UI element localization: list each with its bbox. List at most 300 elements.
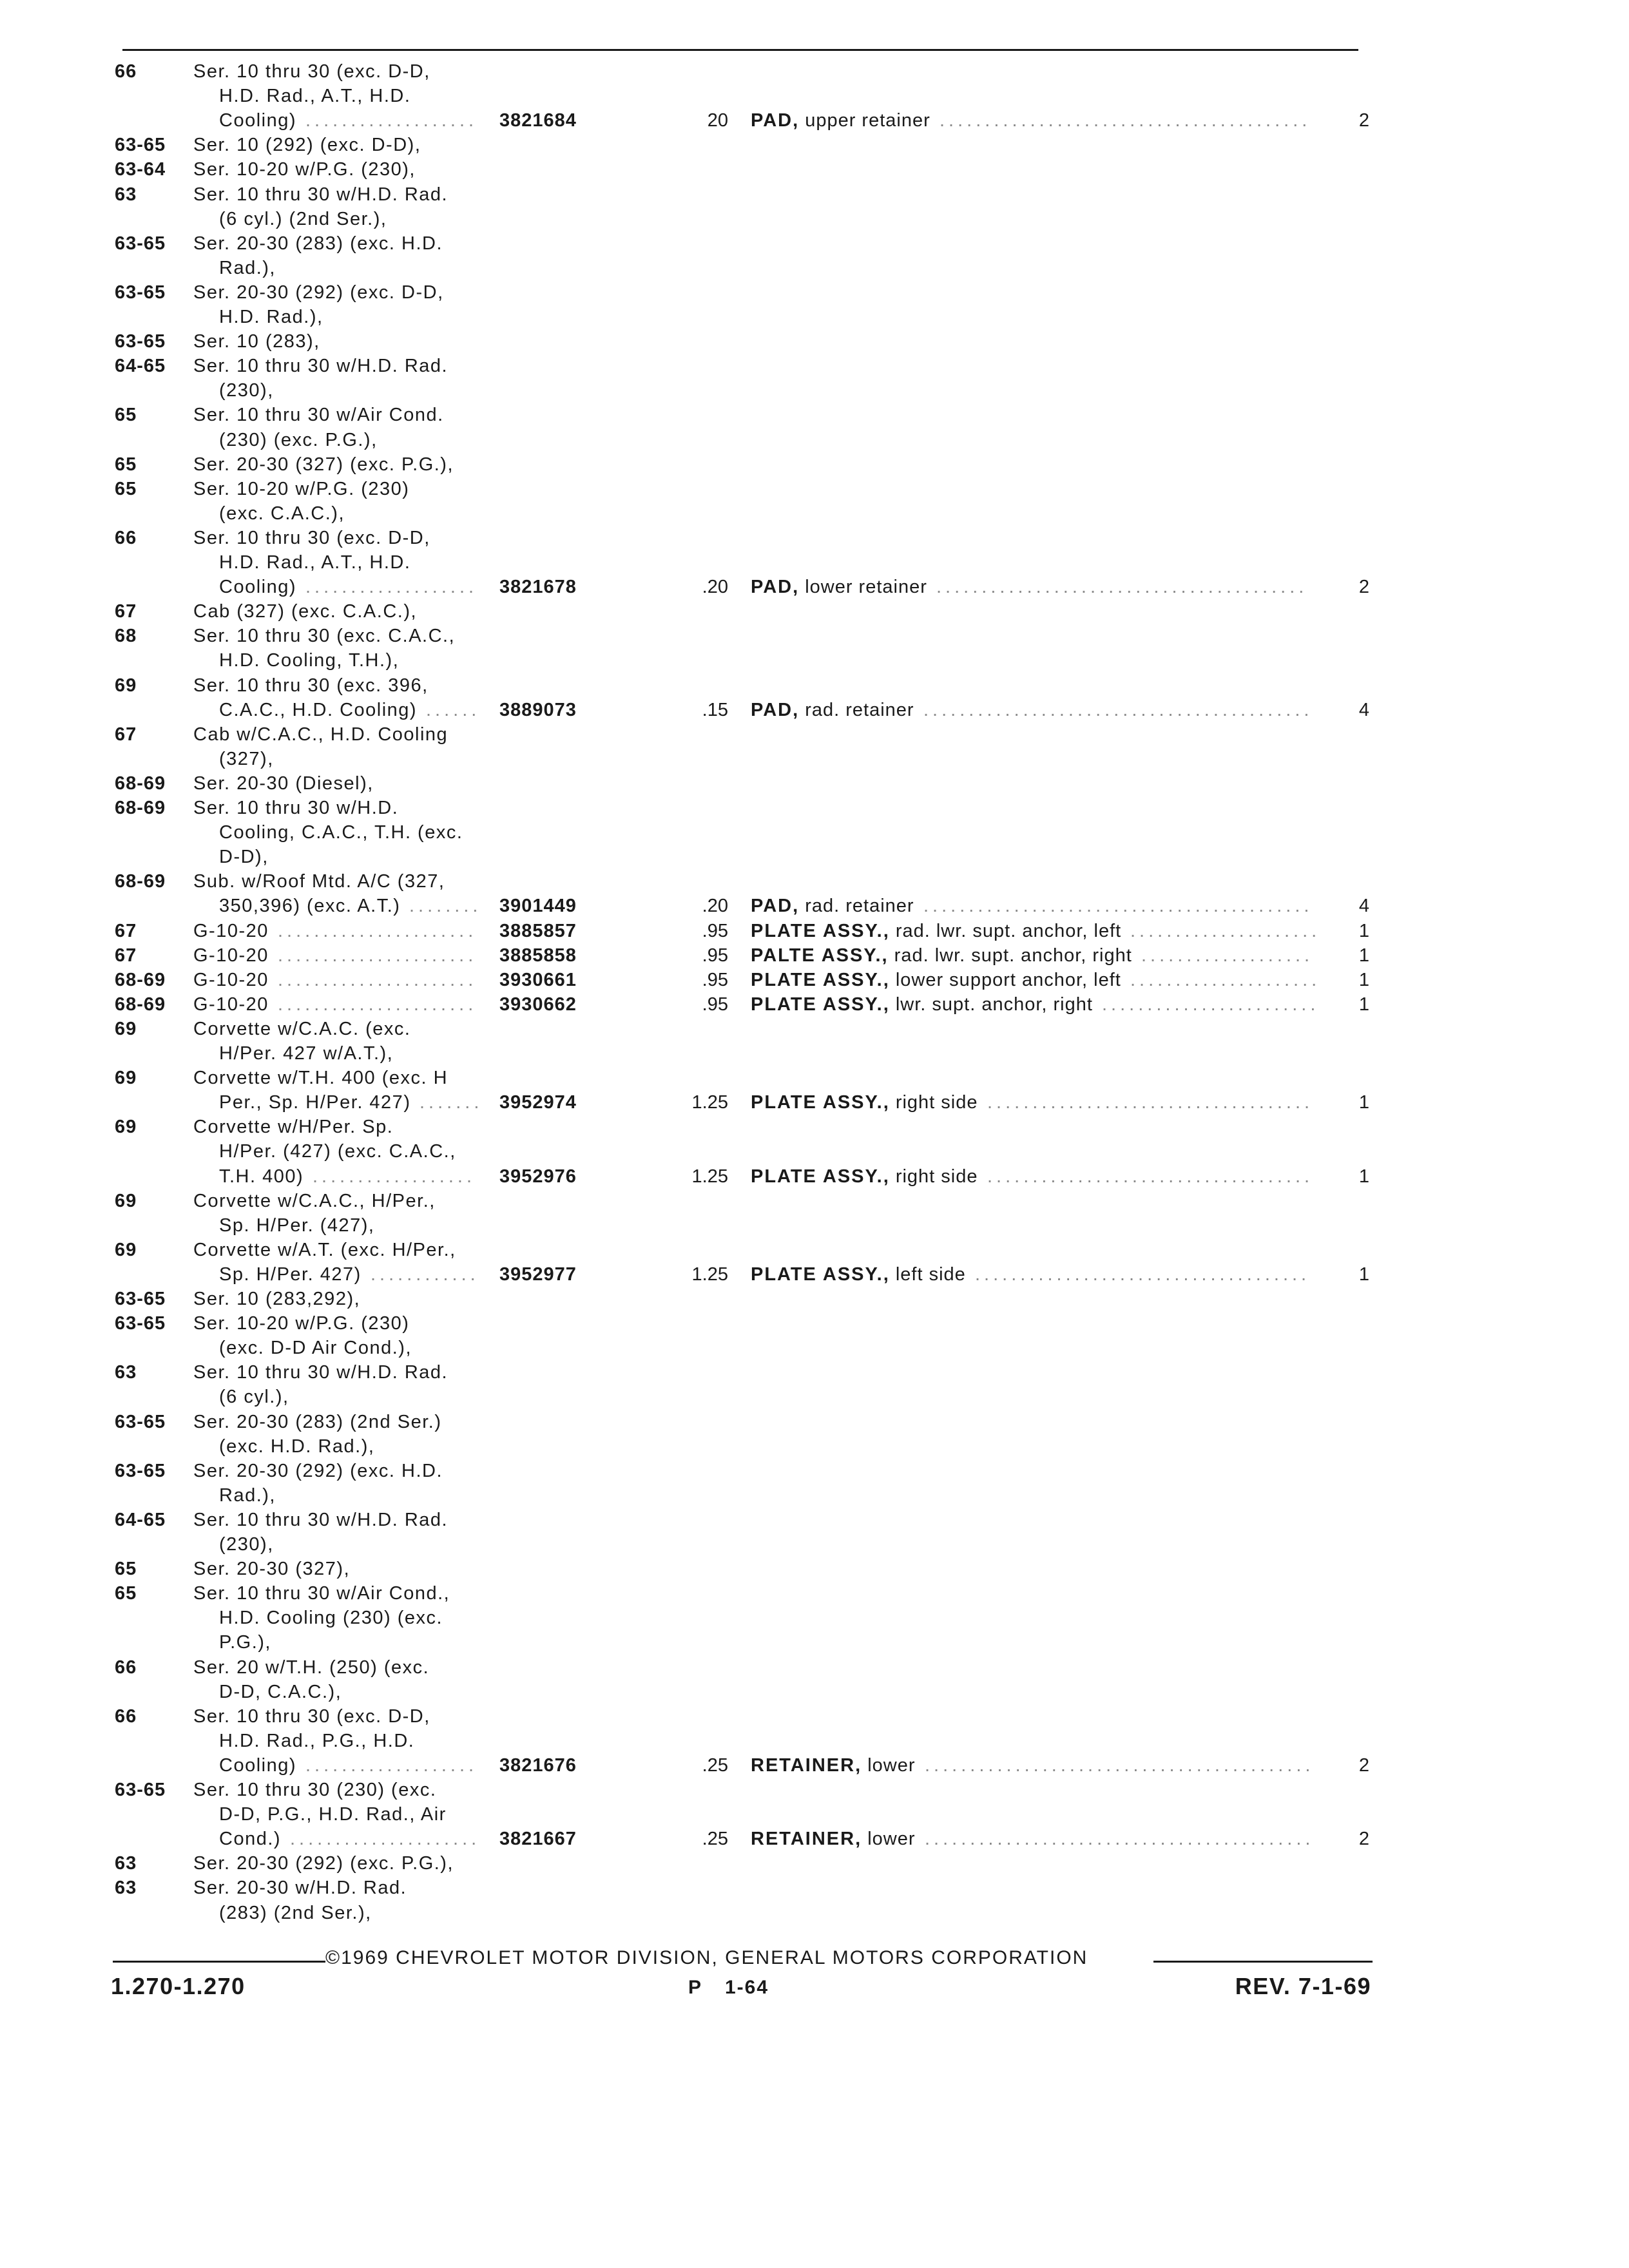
price: .95: [702, 994, 728, 1015]
catalog-line: [0, 722, 1629, 747]
model-year: 63-65: [115, 1460, 166, 1481]
catalog-line: [0, 1090, 1629, 1115]
model-year: 64-65: [115, 1509, 166, 1530]
footer-rule-right: [1153, 1961, 1373, 1963]
part-detail: lower: [867, 1829, 916, 1850]
application: Ser. 10 (292) (exc. D-D),: [193, 135, 421, 156]
dot-leader: ...................: [305, 1754, 478, 1776]
part-number: 3930662: [499, 994, 577, 1015]
application: (327),: [219, 748, 274, 769]
part-name: PAD,: [751, 110, 800, 131]
application: Ser. 10 thru 30 (230) (exc.: [193, 1780, 437, 1800]
application: Ser. 10 thru 30 w/Air Cond.,: [193, 1583, 450, 1604]
model-year: 63: [115, 1362, 137, 1383]
application: Ser. 20-30 (292) (exc. D-D,: [193, 282, 444, 303]
dot-leader: ....................................: [987, 1092, 1314, 1113]
model-year: 64-65: [115, 356, 166, 377]
quantity: 1: [1358, 920, 1369, 941]
catalog-line: [0, 1483, 1629, 1508]
catalog-line: [0, 1827, 1629, 1851]
model-year: 68-69: [115, 994, 166, 1015]
model-year: 68-69: [115, 798, 166, 818]
application: Ser. 20-30 (327),: [193, 1559, 351, 1580]
quantity: 2: [1358, 110, 1369, 131]
dot-leader: ...........................................: [925, 1754, 1315, 1776]
dot-leader: ......................: [278, 994, 477, 1015]
revision-date: REV. 7-1-69: [1235, 1973, 1371, 1999]
catalog-line: [0, 1508, 1629, 1532]
application: (230) (exc. P.G.),: [219, 429, 378, 450]
model-year: 68-69: [115, 871, 166, 892]
dot-leader: ......................: [278, 969, 477, 990]
application: Corvette w/T.H. 400 (exc. H: [193, 1068, 448, 1089]
model-year: 65: [115, 454, 137, 475]
quantity: 1: [1358, 994, 1369, 1015]
part-name: PAD,: [751, 699, 800, 720]
catalog-line: [0, 845, 1629, 869]
dot-leader: .....................: [290, 1829, 481, 1850]
part-detail: right side: [895, 1166, 978, 1187]
part-description: [751, 1262, 966, 1287]
catalog-line: [0, 943, 1629, 968]
part-name: PAD,: [751, 577, 800, 598]
part-detail: lower retainer: [805, 577, 927, 598]
application: Ser. 20-30 (283) (2nd Ser.): [193, 1411, 442, 1432]
model-year: 66: [115, 61, 137, 82]
application: Cooling): [219, 577, 296, 598]
model-year: 68-69: [115, 773, 166, 794]
application: Ser. 10 thru 30 w/H.D. Rad.: [193, 1362, 448, 1383]
catalog-line: [0, 1876, 1629, 1900]
application: Ser. 20-30 (Diesel),: [193, 773, 374, 794]
catalog-line: [0, 1238, 1629, 1262]
catalog-line: [0, 526, 1629, 550]
part-name: PLATE ASSY.,: [751, 969, 890, 990]
application: Ser. 10-20 w/P.G. (230),: [193, 159, 416, 180]
dot-leader: ......: [426, 699, 481, 720]
application: C.A.C., H.D. Cooling): [219, 699, 418, 720]
application: Ser. 20-30 (327) (exc. P.G.),: [193, 454, 454, 475]
part-number: 3821678: [499, 577, 577, 598]
catalog-line: [0, 1459, 1629, 1483]
application: (exc. H.D. Rad.),: [219, 1436, 375, 1457]
application: (283) (2nd Ser.),: [219, 1902, 372, 1923]
application: Ser. 20-30 (292) (exc. P.G.),: [193, 1853, 454, 1874]
catalog-line: [0, 1066, 1629, 1090]
catalog-line: [0, 1901, 1629, 1925]
model-year: 63-65: [115, 1313, 166, 1334]
part-number: 3821667: [499, 1829, 577, 1850]
catalog-line: [0, 869, 1629, 894]
application: Cab (327) (exc. C.A.C.),: [193, 601, 418, 622]
dot-leader: ...................: [1141, 945, 1314, 966]
part-name: RETAINER,: [751, 1754, 862, 1776]
quantity: 1: [1358, 969, 1369, 990]
quantity: 4: [1358, 699, 1369, 720]
application: H.D. Rad., A.T., H.D.: [219, 86, 411, 107]
page-number: 1-64: [725, 1977, 769, 1998]
price: 1.25: [691, 1264, 728, 1285]
application: (230),: [219, 380, 274, 401]
model-year: 63-64: [115, 159, 166, 180]
part-description: [751, 575, 927, 599]
catalog-line: [0, 1680, 1629, 1704]
application: Cooling): [219, 1754, 296, 1776]
model-year: 63: [115, 1878, 137, 1899]
catalog-line: [0, 1630, 1629, 1655]
part-number: 3901449: [499, 896, 577, 917]
part-detail: rad. retainer: [805, 699, 914, 720]
application: Ser. 20-30 (292) (exc. H.D.: [193, 1460, 443, 1481]
application: G-10-20: [193, 920, 269, 941]
model-year: 67: [115, 945, 137, 966]
model-year: 66: [115, 1706, 137, 1727]
catalog-line: [0, 648, 1629, 673]
application: Ser. 10 (283,292),: [193, 1289, 361, 1309]
catalog-line: [0, 501, 1629, 526]
application: Ser. 10 (283),: [193, 331, 320, 352]
model-year: 63-65: [115, 1289, 166, 1309]
part-detail: rad. retainer: [805, 896, 914, 917]
part-detail: lower support anchor, left: [895, 969, 1121, 990]
catalog-line: [0, 403, 1629, 427]
application: Ser. 10 thru 30 w/Air Cond.: [193, 405, 444, 426]
catalog-line: [0, 1287, 1629, 1311]
application: Rad.),: [219, 1485, 276, 1506]
application: Ser. 20 w/T.H. (250) (exc.: [193, 1657, 430, 1678]
application: Corvette w/C.A.C., H/Per.,: [193, 1190, 436, 1211]
catalog-line: [0, 428, 1629, 452]
price: 20: [707, 110, 728, 131]
catalog-line: [0, 992, 1629, 1017]
application: Per., Sp. H/Per. 427): [219, 1092, 411, 1113]
model-year: 65: [115, 1583, 137, 1604]
application: G-10-20: [193, 945, 269, 966]
price: .25: [702, 1829, 728, 1850]
catalog-line: [0, 771, 1629, 796]
application: (230),: [219, 1534, 274, 1555]
dot-leader: .....................: [1130, 969, 1321, 990]
application: T.H. 400): [219, 1166, 304, 1187]
catalog-line: [0, 1262, 1629, 1287]
dot-leader: .....................: [1130, 920, 1321, 941]
model-year: 63-65: [115, 1411, 166, 1432]
application: G-10-20: [193, 969, 269, 990]
model-year: 69: [115, 1018, 137, 1039]
part-number: 3821676: [499, 1754, 577, 1776]
dot-leader: ..................: [313, 1166, 476, 1187]
model-year: 69: [115, 1068, 137, 1089]
price: .15: [702, 699, 728, 720]
catalog-line: [0, 1557, 1629, 1581]
model-year: 68: [115, 626, 137, 647]
catalog-line: [0, 1115, 1629, 1139]
catalog-line: [0, 1729, 1629, 1753]
model-year: 69: [115, 1190, 137, 1211]
quantity: 1: [1358, 1092, 1369, 1113]
dot-leader: ...........................................: [923, 896, 1313, 917]
application: Ser. 10 thru 30 (exc. D-D,: [193, 527, 430, 548]
price: .95: [702, 969, 728, 990]
part-name: PLATE ASSY.,: [751, 920, 890, 941]
application: H.D. Rad.),: [219, 307, 323, 327]
catalog-line: [0, 1704, 1629, 1729]
catalog-line: [0, 919, 1629, 943]
application: (exc. D-D Air Cond.),: [219, 1338, 412, 1359]
application: Cab w/C.A.C., H.D. Cooling: [193, 724, 448, 745]
application: Ser. 20-30 (283) (exc. H.D.: [193, 233, 443, 254]
application: P.G.),: [219, 1632, 271, 1653]
model-year: 66: [115, 527, 137, 548]
application: D-D, C.A.C.),: [219, 1681, 342, 1702]
application: Ser. 10 thru 30 (exc. C.A.C.,: [193, 626, 456, 647]
catalog-line: [0, 599, 1629, 624]
application: Ser. 10 thru 30 w/H.D. Rad.: [193, 356, 448, 377]
part-description: [751, 992, 1093, 1017]
price: .20: [702, 577, 728, 598]
price: .20: [702, 896, 728, 917]
model-year: 68-69: [115, 969, 166, 990]
part-description: [751, 1753, 916, 1778]
application: (6 cyl.),: [219, 1387, 289, 1408]
catalog-line: [0, 1434, 1629, 1459]
model-year: 69: [115, 1117, 137, 1138]
part-description: [751, 108, 930, 133]
model-year: 65: [115, 1559, 137, 1580]
dot-leader: ...........................................: [925, 1829, 1315, 1850]
catalog-line: [0, 84, 1629, 108]
model-year: 69: [115, 675, 137, 696]
catalog-line: [0, 280, 1629, 305]
application: Corvette w/A.T. (exc. H/Per.,: [193, 1239, 456, 1260]
catalog-line: [0, 1778, 1629, 1802]
catalog-line: [0, 182, 1629, 207]
header-rule: [122, 49, 1358, 51]
model-year: 67: [115, 920, 137, 941]
dot-leader: .....................................: [975, 1264, 1311, 1285]
application: Ser. 10 thru 30 (exc. 396,: [193, 675, 429, 696]
dot-leader: ...........................................: [923, 699, 1313, 720]
application: G-10-20: [193, 994, 269, 1015]
model-year: 65: [115, 478, 137, 499]
catalog-line: [0, 673, 1629, 698]
part-number: 3821684: [499, 110, 577, 131]
part-name: PAD,: [751, 896, 800, 917]
dot-leader: ............: [371, 1264, 479, 1285]
application: D-D),: [219, 847, 269, 868]
dot-leader: ...................: [305, 577, 478, 598]
part-detail: lower: [867, 1754, 916, 1776]
application: 350,396) (exc. A.T.): [219, 896, 401, 917]
part-name: PLATE ASSY.,: [751, 994, 890, 1015]
catalog-line: [0, 1802, 1629, 1827]
dot-leader: ......................: [278, 920, 477, 941]
application: H/Per. (427) (exc. C.A.C.,: [219, 1141, 456, 1162]
dot-leader: ......................: [278, 945, 477, 966]
part-detail: lwr. supt. anchor, right: [895, 994, 1093, 1015]
application: Ser. 10-20 w/P.G. (230): [193, 1313, 410, 1334]
part-description: [751, 1090, 978, 1115]
application: (exc. C.A.C.),: [219, 503, 345, 524]
application: Cond.): [219, 1829, 282, 1850]
dot-leader: ...................: [305, 110, 478, 131]
application: H.D. Rad., A.T., H.D.: [219, 552, 411, 573]
footer-rule-left: [113, 1961, 325, 1963]
application: Sp. H/Per. (427),: [219, 1215, 375, 1236]
catalog-line: [0, 1532, 1629, 1557]
part-number: 3952974: [499, 1092, 577, 1113]
part-description: [751, 698, 914, 722]
catalog-line: [0, 354, 1629, 378]
part-number: 3952977: [499, 1264, 577, 1285]
section-letter: P: [688, 1977, 703, 1998]
quantity: 1: [1358, 1264, 1369, 1285]
catalog-line: [0, 1753, 1629, 1778]
application: Corvette w/C.A.C. (exc.: [193, 1018, 411, 1039]
application: Sub. w/Roof Mtd. A/C (327,: [193, 871, 445, 892]
application: Ser. 10 thru 30 w/H.D. Rad.: [193, 184, 448, 205]
catalog-line: [0, 207, 1629, 231]
catalog-line: [0, 550, 1629, 575]
catalog-line: [0, 624, 1629, 648]
catalog-line: [0, 820, 1629, 845]
model-year: 63-65: [115, 331, 166, 352]
catalog-line: [0, 1164, 1629, 1189]
part-description: [751, 919, 1121, 943]
catalog-line: [0, 256, 1629, 280]
price: .25: [702, 1754, 728, 1776]
catalog-line: [0, 698, 1629, 722]
catalog-line: [0, 231, 1629, 256]
quantity: 1: [1358, 945, 1369, 966]
model-year: 66: [115, 1657, 137, 1678]
model-year: 67: [115, 724, 137, 745]
part-description: [751, 894, 914, 918]
catalog-line: [0, 1851, 1629, 1876]
quantity: 2: [1358, 1754, 1369, 1776]
catalog-line: [0, 1336, 1629, 1360]
catalog-line: [0, 477, 1629, 501]
part-number: 3952976: [499, 1166, 577, 1187]
catalog-line: [0, 1311, 1629, 1336]
quantity: 2: [1358, 1829, 1369, 1850]
part-name: PALTE ASSY.,: [751, 945, 889, 966]
quantity: 2: [1358, 577, 1369, 598]
quantity: 4: [1358, 896, 1369, 917]
application: Sp. H/Per. 427): [219, 1264, 361, 1285]
application: H.D. Cooling (230) (exc.: [219, 1608, 443, 1629]
part-detail: rad. lwr. supt. anchor, left: [895, 920, 1122, 941]
model-year: 63-65: [115, 1780, 166, 1800]
part-name: PLATE ASSY.,: [751, 1166, 890, 1187]
catalog-line: [0, 1410, 1629, 1434]
catalog-line: [0, 59, 1629, 84]
price: 1.25: [691, 1092, 728, 1113]
model-year: 63-65: [115, 233, 166, 254]
part-name: PLATE ASSY.,: [751, 1264, 890, 1285]
application: Cooling): [219, 110, 296, 131]
catalog-line: [0, 133, 1629, 157]
part-name: PLATE ASSY.,: [751, 1092, 890, 1113]
application: H.D. Cooling, T.H.),: [219, 650, 400, 671]
dot-leader: .........................................: [940, 110, 1311, 131]
part-description: [751, 943, 1132, 968]
part-detail: rad. lwr. supt. anchor, right: [894, 945, 1132, 966]
catalog-line: [0, 1017, 1629, 1041]
application: (6 cyl.) (2nd Ser.),: [219, 208, 387, 229]
application: Corvette w/H/Per. Sp.: [193, 1117, 394, 1138]
catalog-line: [0, 968, 1629, 992]
copyright-notice: ©1969 CHEVROLET MOTOR DIVISION, GENERAL MOTORS CORPORATION: [325, 1947, 1088, 1968]
catalog-line: [0, 575, 1629, 599]
dot-leader: .........................................: [936, 577, 1308, 598]
application: Ser. 10-20 w/P.G. (230): [193, 478, 410, 499]
application: Rad.),: [219, 257, 276, 278]
catalog-line: [0, 1385, 1629, 1409]
catalog-line: [0, 378, 1629, 403]
model-year: 65: [115, 405, 137, 426]
part-detail: upper retainer: [805, 110, 930, 131]
part-description: [751, 968, 1121, 992]
dot-leader: ........................: [1102, 994, 1320, 1015]
price: 1.25: [691, 1166, 728, 1187]
application: H.D. Rad., P.G., H.D.: [219, 1730, 415, 1751]
part-number: 3885858: [499, 945, 577, 966]
application: Ser. 10 thru 30 w/H.D.: [193, 798, 399, 818]
catalog-line: [0, 108, 1629, 133]
catalog-line: [0, 452, 1629, 477]
part-number: 3885857: [499, 920, 577, 941]
model-year: 63: [115, 184, 137, 205]
dot-leader: ....................................: [987, 1166, 1314, 1187]
catalog-line: [0, 157, 1629, 182]
application: Cooling, C.A.C., T.H. (exc.: [219, 822, 463, 843]
catalog-line: [0, 894, 1629, 918]
model-year: 67: [115, 601, 137, 622]
catalog-line: [0, 1041, 1629, 1066]
catalog-line: [0, 796, 1629, 820]
price: .95: [702, 945, 728, 966]
catalog-line: [0, 1139, 1629, 1164]
model-year: 63-65: [115, 282, 166, 303]
model-year: 63-65: [115, 135, 166, 156]
application: Ser. 20-30 w/H.D. Rad.: [193, 1878, 407, 1899]
catalog-line: [0, 1655, 1629, 1680]
part-number: 3930661: [499, 969, 577, 990]
part-name: RETAINER,: [751, 1829, 862, 1850]
model-year: 69: [115, 1239, 137, 1260]
catalog-line: [0, 1189, 1629, 1213]
catalog-line: [0, 1360, 1629, 1385]
catalog-line: [0, 1581, 1629, 1606]
part-detail: right side: [895, 1092, 978, 1113]
part-number: 3889073: [499, 699, 577, 720]
dot-leader: .......: [419, 1092, 483, 1113]
application: H/Per. 427 w/A.T.),: [219, 1043, 394, 1064]
catalog-line: [0, 1606, 1629, 1630]
catalog-line: [0, 1213, 1629, 1238]
catalog-line: [0, 747, 1629, 771]
quantity: 1: [1358, 1166, 1369, 1187]
application: D-D, P.G., H.D. Rad., Air: [219, 1804, 447, 1825]
model-year: 63: [115, 1853, 137, 1874]
price: .95: [702, 920, 728, 941]
group-number: 1.270-1.270: [111, 1973, 246, 1999]
dot-leader: ........: [409, 896, 482, 917]
part-detail: left side: [895, 1264, 966, 1285]
catalog-line: [0, 305, 1629, 329]
application: Ser. 10 thru 30 (exc. D-D,: [193, 61, 430, 82]
